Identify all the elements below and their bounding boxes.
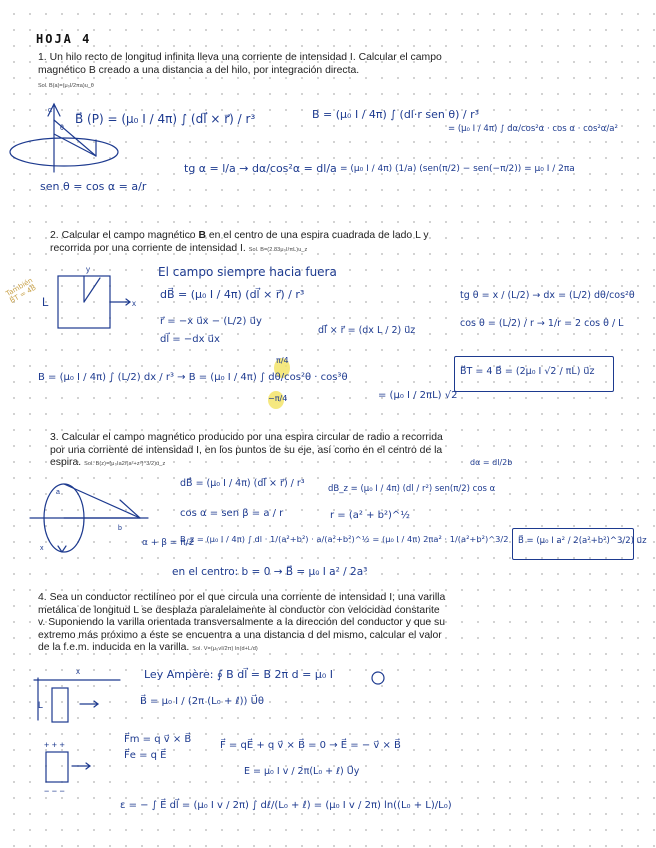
p3-eq-dalpha: dα = dl/2b (470, 458, 513, 467)
p3-eq-dB: dB⃗ = (μ₀ I / 4π) (dl⃗ × r⃗) / r³ (180, 478, 305, 489)
p2-note-campo: El campo siempre hacia fuera (158, 265, 337, 279)
p1-eq-dB: B⃗ (P) = (μ₀ I / 4π) ∫ (dl⃗ × r⃗) / r³ (75, 112, 256, 126)
p3-eq-cos: cos α = sen β = a / r (180, 508, 284, 519)
p3-eq-angles: α + β = π/2 (142, 538, 195, 548)
problem-2-solution: Sol. B=(2.83μ₀I/πL)u_z (248, 246, 308, 253)
p2-eq-B: B = (μ₀ I / 4π) ∫ (L/2) dx / r³ → B = (μ₀ I / 4π) ∫ dθ/cos²θ · cos³θ (38, 372, 348, 383)
svg-text:x: x (76, 667, 80, 676)
p2-eq-cross: dl⃗ × r⃗ = (dx L / 2) u⃗z (318, 325, 416, 336)
problem-1-text: Un hilo recto de longitud infinita lleva una corriente de intensidad I. Calcular el campo magnético B creado a una distancia a del hilo, por integración directa. (38, 52, 442, 76)
p4-eq-Fe: F⃗e = q E⃗ (124, 750, 167, 761)
svg-text:L: L (42, 295, 49, 309)
p4-eq-ampere: Ley Ampère: ∮ B dl⃗ = B 2π d = μ₀ I (144, 668, 333, 681)
svg-text:a: a (56, 489, 60, 496)
problem-3-solution: Sol. B(z)=(μ₀Ia2/(a²+z²)^3/2)u_z (84, 461, 166, 468)
problem-3-number: 3. (50, 432, 59, 443)
p1-result: = (μ₀ I / 4π) (1/a) (sen(π/2) − sen(−π/2)) = μ₀ I / 2πa (340, 164, 575, 174)
problem-4-text: Sea un conductor rectilíneo por el que circula una corriente de intensidad I; una varilla metálica de longitud L se desplaza paralelamente al conductor con velocidad constante v. Suponiendo la varilla orientada transversalmente a la dirección del conductor y que su extremo más próximo a éste se encuentra a una distancia d del mismo, calcular el valor de la f.e.m. inducida en la varilla. (38, 592, 446, 654)
side-note: También B⃗T = 4B⃗ (4, 276, 38, 305)
p2-limit-lower: −π/4 (268, 394, 288, 403)
problem-4-number: 4. (38, 592, 47, 603)
svg-text:+ + +: + + + (44, 740, 65, 750)
p4-eq-F: F⃗ = qE⃗ + q v⃗ × B⃗ = 0 → E⃗ = − v⃗ × B⃗ (220, 740, 401, 751)
problem-2-text-a: Calcular el campo magnético (61, 230, 199, 241)
p4-eq-Fm: F⃗m = q v⃗ × B⃗ (124, 734, 192, 745)
svg-text:− − −: − − − (44, 786, 65, 796)
p1-eq-tg: tg α = l/a → dα/cos²α = dl/a (184, 162, 337, 175)
problem-1-solution: Sol. B(a)=(μ₀I/2πa)u_θ (38, 83, 94, 89)
p2-eq-dl: dl⃗ = −dx u⃗x (160, 334, 220, 345)
p4-eq-E: E = μ₀ I v / 2π(L₀ + ℓ) U⃗y (244, 766, 360, 777)
problem-1-number: 1. (38, 52, 47, 63)
problem-2-bold-B: B (198, 230, 206, 241)
svg-text:L: L (38, 700, 44, 710)
page-title: HOJA 4 (36, 32, 92, 46)
problem-2-number: 2. (50, 230, 59, 241)
p2-result-final: B⃗T = 4 B⃗ = (2μ₀ I √2 / πL) u⃗z (460, 366, 595, 377)
problem-2-text-b: en el centro de una espira cuadrada de lado L y recorrida por una corriente de intensidad I. (50, 230, 429, 254)
p3-eq-dBz: dB_z = (μ₀ I / 4π) (dl / r²) sen(π/2) cos α (328, 484, 496, 494)
svg-text:b: b (118, 525, 122, 532)
p1-eq-B: B = (μ₀ I / 4π) ∫ (dl·r sen θ) / r³ (312, 108, 479, 121)
p3-eq-center: en el centro: b = 0 → B⃗ = μ₀ I a² / 2a³ (172, 566, 368, 578)
p4-eq-emf: ε = − ∫ E⃗ dl⃗ = (μ₀ I v / 2π) ∫ dℓ/(L₀ + ℓ) = (μ₀ I v / 2π) ln((L₀ + L)/L₀) (120, 800, 452, 811)
svg-text:y: y (86, 265, 90, 274)
problem-3-text: Calcular el campo magnético producido por una espira circular de radio a recorrida por una corriente de intensidad I, en los puntos de su eje, así como en el centro de la espira. (50, 432, 443, 469)
svg-text:α: α (48, 107, 53, 114)
p1-eq-B2: = (μ₀ I / 4π) ∫ dα/cos²α · cos α · cos²α/a² (448, 124, 618, 134)
p2-eq-r: r⃗ = −x u⃗x − (L/2) u⃗y (160, 316, 262, 327)
p2-eq-cos: cos θ = (L/2) / r → 1/r = 2 cos θ / L (460, 318, 624, 329)
problem-4-solution: Sol. V=(μ₀vI/2π) ln(d+L/d) (192, 646, 258, 653)
svg-text:x: x (132, 299, 136, 308)
p3-eq-r: r = (a² + b²)^½ (330, 510, 410, 521)
p2-eq-result: = (μ₀ I / 2πL) √2 (378, 390, 458, 401)
p4-eq-B: B⃗ = μ₀ I / (2π (L₀ + ℓ)) U⃗θ (140, 696, 265, 707)
p3-result-final: B⃗ = (μ₀ I a² / 2(a²+b²)^3/2) u⃗z (518, 536, 647, 546)
p2-limit-upper: π/4 (276, 356, 289, 365)
p1-eq-sen: sen θ = cos α = a/r (40, 180, 147, 193)
svg-text:θ: θ (60, 125, 64, 132)
p3-eq-Bz: B_z = (μ₀ I / 4π) ∫ dl · 1/(a²+b²) · a/(a²+b²)^½ = (μ₀ I / 4π) 2πa² · 1/(a²+b²)^3/2 (180, 534, 509, 544)
p2-eq-tg: tg θ = x / (L/2) → dx = (L/2) dθ/cos²θ (460, 290, 635, 301)
svg-text:x: x (40, 545, 44, 552)
p2-eq-dB: dB⃗ = (μ₀ I / 4π) (dl⃗ × r⃗) / r³ (160, 288, 305, 301)
